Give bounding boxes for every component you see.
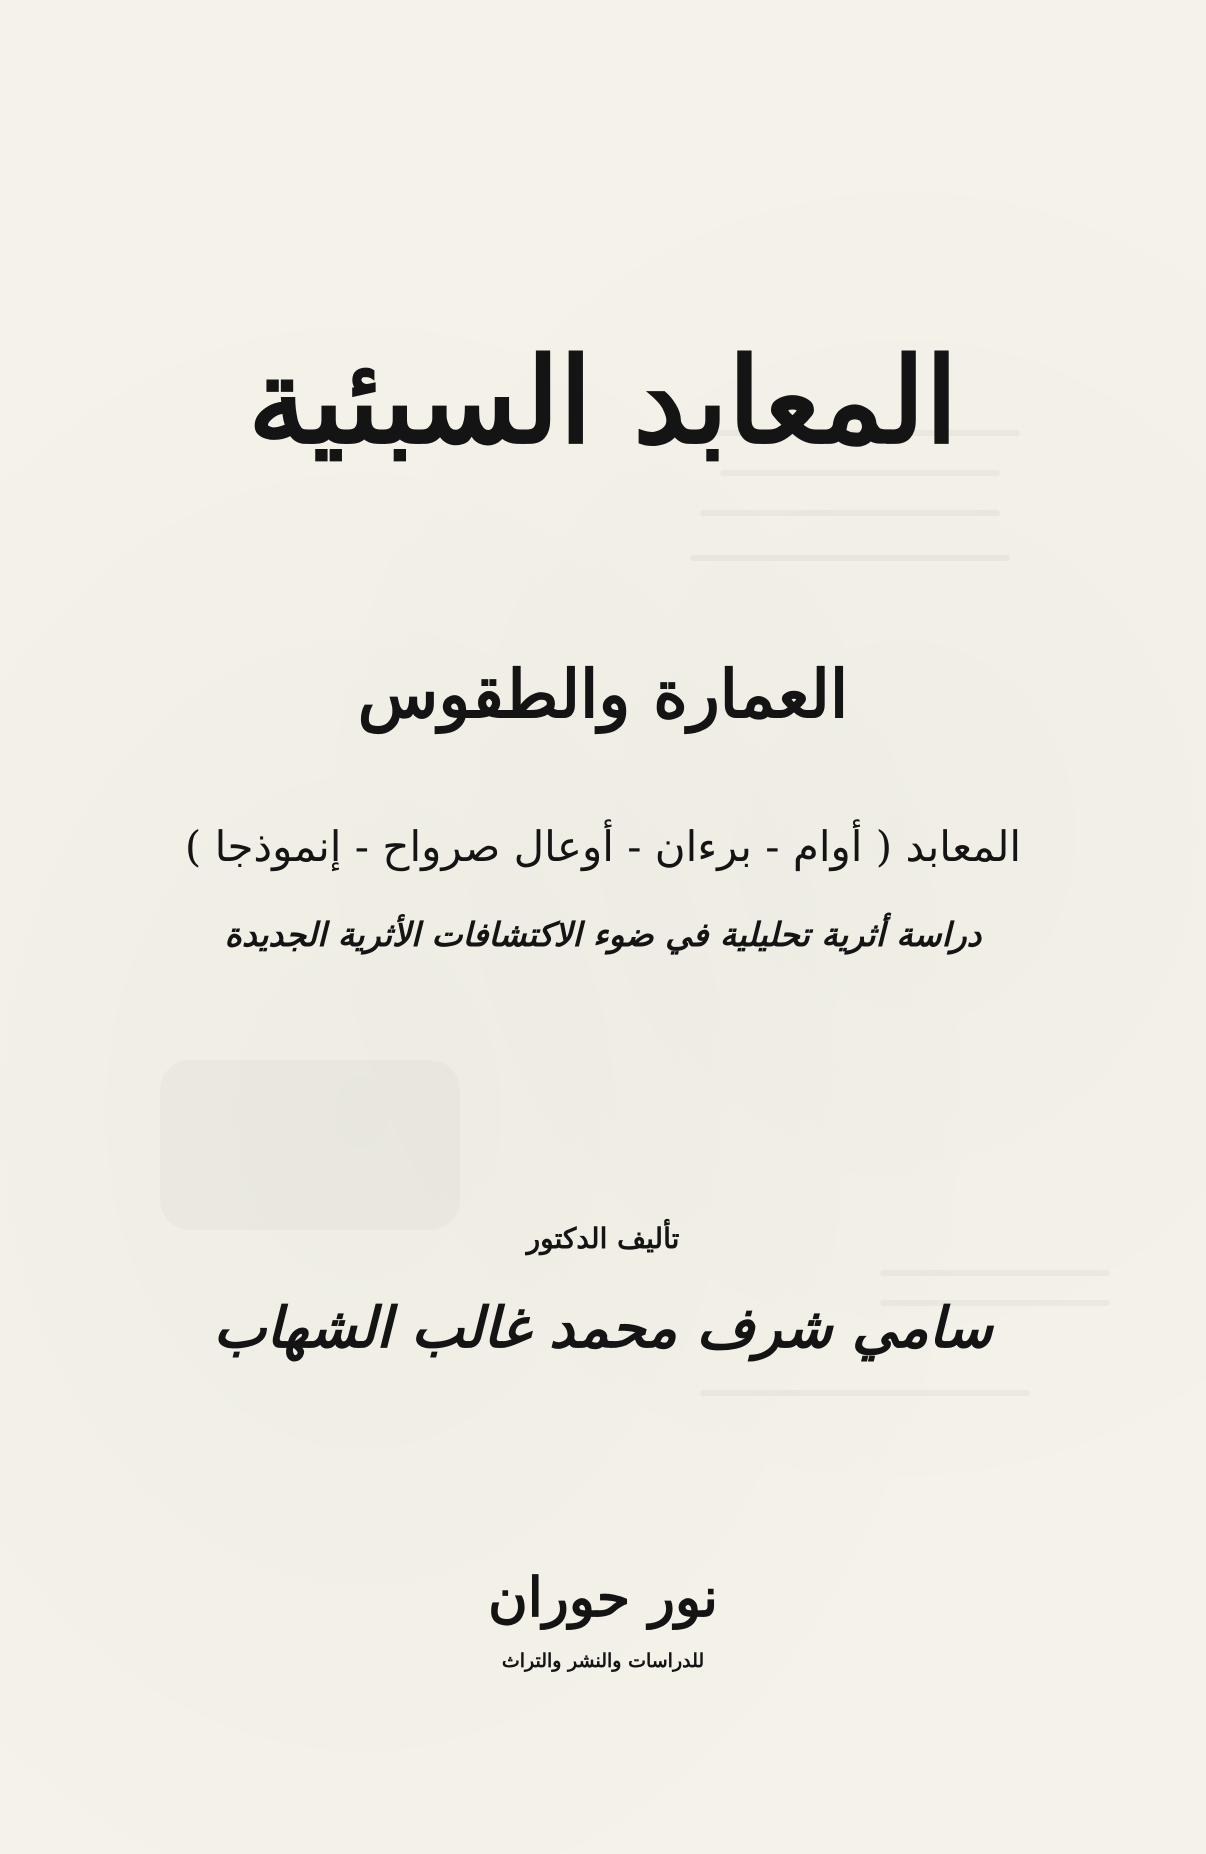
bleed-through-line [700, 510, 1000, 516]
publisher-tagline: للدراسات والنشر والتراث [501, 1650, 705, 1672]
bleed-through-logo [160, 1060, 460, 1230]
author-name: سامي شرف محمد غالب الشهاب [213, 1295, 993, 1361]
subtitle: العمارة والطقوس [357, 655, 849, 733]
study-description: دراسة أثرية تحليلية في ضوء الاكتشافات الأثرية الجديدة [224, 915, 982, 954]
bleed-through-line [880, 1270, 1110, 1276]
bleed-through-line [700, 1390, 1030, 1396]
main-title: المعابد السبئية [248, 331, 958, 470]
author-label: تأليف الدكتور [526, 1222, 680, 1255]
bleed-through-line [690, 555, 1010, 561]
publisher-logo-name: نور حوران [488, 1565, 718, 1629]
temples-line: المعابد ( أوام - برءان - أوعال صرواح - إنموذجا ) [184, 822, 1022, 871]
